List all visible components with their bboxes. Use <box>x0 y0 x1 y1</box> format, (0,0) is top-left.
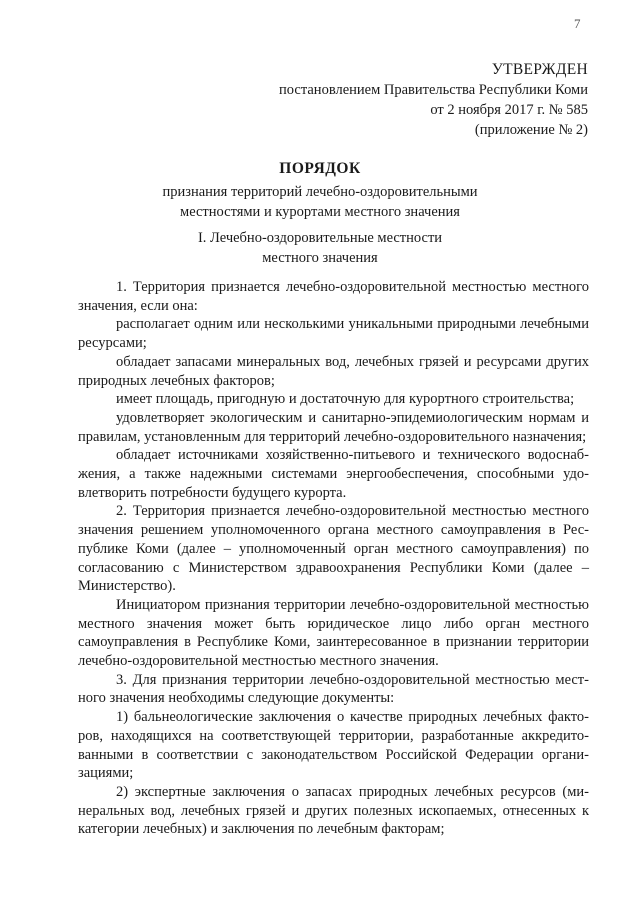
paragraph: 1) бальнеологические заключения о качестве природных лечебных факторов, находящихся на соответствующей территории, разработанные аккредитованными в соответствии с законодательством Российской Федерации организациями; <box>78 709 589 782</box>
document-subtitle-line-2: местностями и курортами местного значения <box>180 204 460 220</box>
document-body <box>78 278 589 839</box>
section-heading <box>0 228 640 268</box>
paragraph: Инициатором признания территории лечебно-оздоровительной местностью местного значения может быть юридическое лицо либо орган местного самоуправления в Республике Коми, заинтересованное в признании территории лечебно-оздоровительной местностью местного значения. <box>78 596 589 670</box>
paragraph: обладает источниками хозяйственно-питьевого и технического водоснабжения, а также надежными системами энергообеспечения, способными удовлетворить потребности будущего курорта. <box>78 447 589 501</box>
section-heading-line-2: местного значения <box>262 250 378 266</box>
approval-appendix-line: (приложение № 2) <box>474 122 588 138</box>
approval-stamp-block <box>279 60 588 140</box>
approval-decree-line: постановлением Правительства Республики Коми <box>279 82 588 98</box>
paragraph: обладает запасами минеральных вод, лечебных грязей и ресурсами других природных лечебных факторов; <box>78 353 589 389</box>
approval-heading: УТВЕРЖДЕН <box>491 61 588 78</box>
paragraph: удовлетворяет экологическим и санитарно-эпидемиологическим нормам и правилам, установленным для территорий лечебно-оздоровительного назначения; <box>78 409 589 445</box>
document-title-block <box>0 159 640 222</box>
paragraph: 2. Территория признается лечебно-оздоровительной местностью местного значения решением уполномоченного органа местного самоуправления в Республике Коми (далее – уполномоченный орган местного самоуправления) по согласованию с Министерством здравоохранения Республики Коми (далее – Министерство). <box>78 503 589 595</box>
paragraph: располагает одним или несколькими уникальными природными лечебными ресурсами; <box>78 316 589 352</box>
paragraph: 1. Территория признается лечебно-оздоровительной местностью местного значения, если она: <box>78 279 589 314</box>
paragraph: 2) экспертные заключения о запасах природных лечебных ресурсов (минеральных вод, лечебных грязей и других полезных ископаемых, отнесенных к категории лечебных) и заключения по лечебным факторам; <box>78 783 589 838</box>
document-subtitle-line-1: признания территорий лечебно-оздоровительными <box>162 184 478 200</box>
page-number: 7 <box>574 16 581 31</box>
document-title: ПОРЯДОК <box>279 160 361 177</box>
approval-date-line: от 2 ноября 2017 г. № 585 <box>430 102 588 118</box>
paragraph: имеет площадь, пригодную и достаточную для курортного строительства; <box>116 391 575 408</box>
section-heading-line-1: I. Лечебно-оздоровительные местности <box>197 230 443 246</box>
paragraph: 3. Для признания территории лечебно-оздоровительной местностью местного значения необходимы следующие документы: <box>78 671 589 707</box>
